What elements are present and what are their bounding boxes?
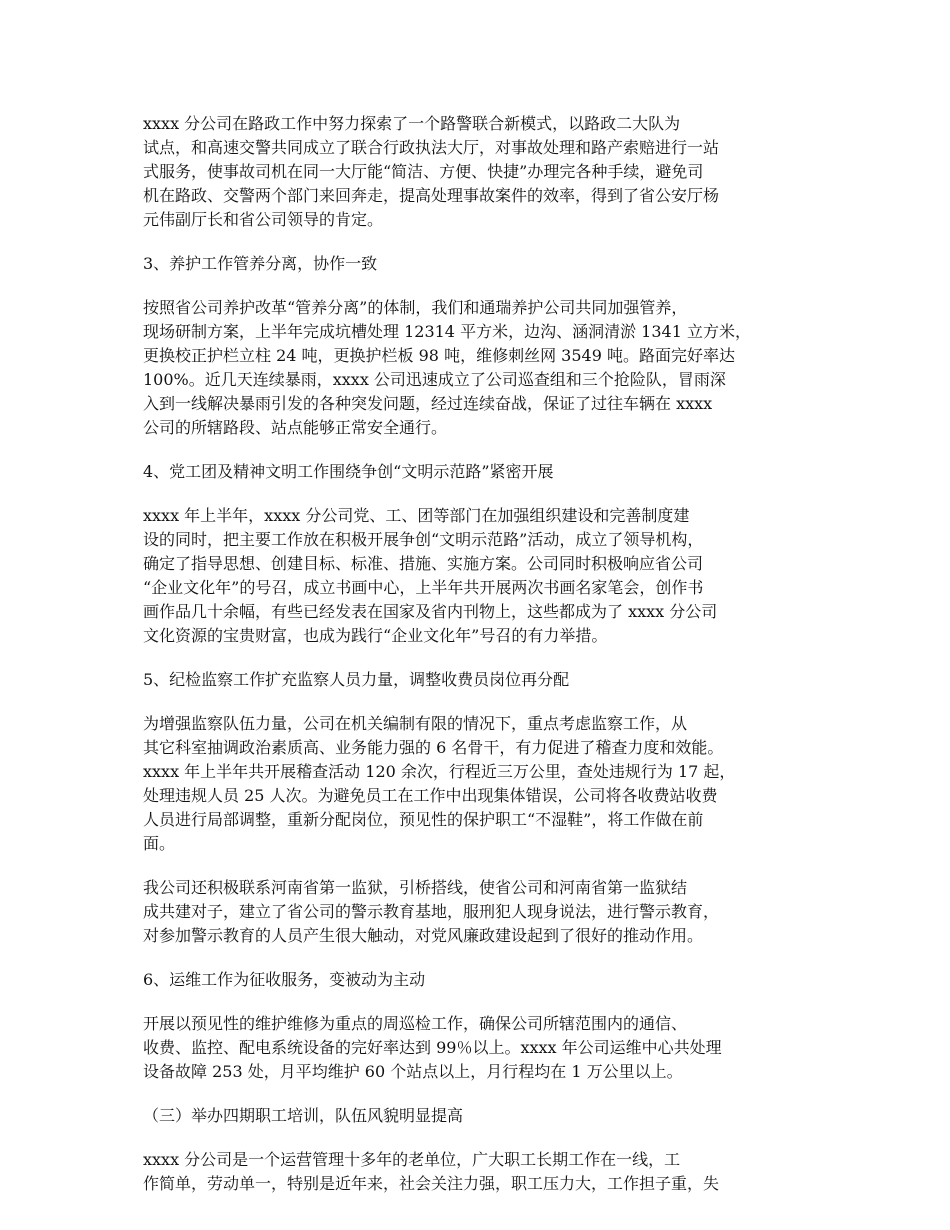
paragraph-supervision: 为增强监察队伍力量，公司在机关编制有限的情况下，重点考虑监察工作，从 其它科室抽调政治素质高、业务能力强的 6 名骨干，有力促进了稽查力度和效能。 xxxx 年上半年共开展稽查活动 120 余次，行程近三万公里，查处违规行为 17 起， 处理违规人员 25 人次。为避免员工在工作中出现集体错误，公司将各收费站收费 人员进行局部调整，重新分配岗位，预见性的保护职工“不湿鞋”，将工作做在前 面。 — [143, 714, 736, 853]
paragraph-operations: 开展以预见性的维护维修为重点的周巡检工作，确保公司所辖范围内的通信、 收费、监控、配电系统设备的完好率达到 99％以上。xxxx 年公司运维中心共处理 设备故障 253 处，月平均维护 60 个站点以上，月行程均在 1 万公里以上。 — [143, 1014, 722, 1081]
document-page — [143, 112, 825, 1216]
paragraph-road-admin: xxxx 分公司在路政工作中努力探索了一个路警联合新模式，以路政二大队为 试点，和高速交警共同成立了联合行政执法大厅，对事故处理和路产索赔进行一站 式服务，使事故司机在同一大厅能“简洁、方便、快捷”办理完各种手续，避免司 机在路政、交警两个部门来回奔走，提高处理事故案件的效率，得到了省公安厅杨 元伟副厅长和省公司领导的肯定。 — [143, 114, 720, 229]
paragraph-prison-partnership: 我公司还积极联系河南省第一监狱，引桥搭线，使省公司和河南省第一监狱结 成共建对子，建立了省公司的警示教育基地，服刑犯人现身说法，进行警示教育， 对参加警示教育的人员产生很大触动，对党风廉政建设起到了很好的推动作用。 — [143, 878, 720, 945]
heading-maintenance: 3、养护工作管养分离，协作一致 — [143, 254, 378, 273]
heading-training: （三）举办四期职工培训，队伍风貌明显提高 — [143, 1106, 464, 1125]
paragraph-party-work: xxxx 年上半年，xxxx 分公司党、工、团等部门在加强组织建设和完善制度建 设的同时，把主要工作放在积极开展争创“文明示范路”活动，成立了领导机构， 确定了指导思想、创建目标、标准、措施、实施方案。公司同时积极响应省公司 “企业文化年”的号召，成立书画中心，上半年共开展两次书画名家笔会，创作书 画作品几十余幅，有些已经发表在国家及省内刊物上，这些都成为了 xxxx 分公司 文化资源的宝贵财富，也成为践行“企业文化年”号召的有力举措。 — [143, 506, 718, 645]
heading-operations: 6、运维工作为征收服务，变被动为主动 — [143, 970, 426, 989]
heading-supervision: 5、纪检监察工作扩充监察人员力量，调整收费员岗位再分配 — [143, 670, 570, 689]
paragraph-training: xxxx 分公司是一个运营管理十多年的老单位，广大职工长期工作在一线，工 作简单，劳动单一，特别是近年来，社会关注力强，职工压力大，工作担子重，失 — [143, 1150, 720, 1193]
heading-party-work: 4、党工团及精神文明工作围绕争创“文明示范路”紧密开展 — [143, 462, 554, 481]
paragraph-maintenance: 按照省公司养护改革“管养分离”的体制，我们和通瑞养护公司共同加强管养， 现场研制方案，上半年完成坑槽处理 12314 平方米，边沟、涵洞清淤 1341 立方米， 更换校正护栏立柱 24 吨，更换护栏板 98 吨，维修刺丝网 3549 吨。路面完好率达 100%。近几天连续暴雨，xxxx 公司迅速成立了公司巡查组和三个抢险队，冒雨深 入到一线解决暴雨引发的各种突发问题，经过连续奋战，保证了过往车辆在 xxxx 公司的所辖路段、站点能够正常安全通行。 — [143, 298, 751, 437]
